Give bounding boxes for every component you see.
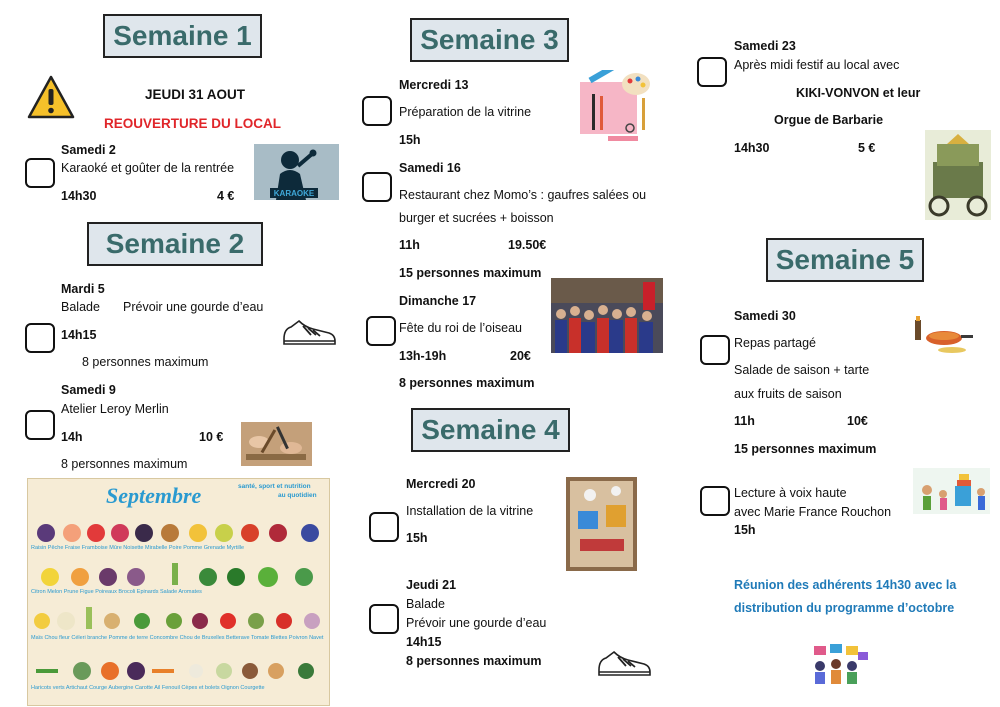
checkbox-balade-1[interactable] <box>25 323 55 353</box>
event-performer: KIKI-VONVON et leur <box>796 86 921 100</box>
event-time: 13h-19h <box>399 349 447 363</box>
checkbox-festif[interactable] <box>697 57 727 87</box>
event-desc: Balade <box>406 597 445 611</box>
shared-meal-icon <box>912 314 974 354</box>
checkbox-repas[interactable] <box>700 335 730 365</box>
craft-supplies-image <box>580 70 657 144</box>
event-time: 14h30 <box>734 141 770 155</box>
event-note: Prévoir une gourde d’eau <box>406 616 547 630</box>
karaoke-image-text: KARAOKE <box>273 189 315 198</box>
event-desc: burger et sucrées + boisson <box>399 211 554 225</box>
event-time: 15h <box>406 531 428 545</box>
event-capacity: 8 personnes maximum <box>82 355 209 369</box>
event-capacity: 15 personnes maximum <box>399 266 542 280</box>
event-day: Samedi 30 <box>734 309 796 323</box>
poster-row-labels: Haricots verts Artichaut Courge Aubergine Carotte Ail Fenouil Cèpes et bolets Oignon Courgette <box>31 685 265 691</box>
event-time: 14h <box>61 430 83 444</box>
event-day: Samedi 9 <box>61 383 116 397</box>
meeting-notice: distribution du programme d’octobre <box>734 601 955 615</box>
event-day: Dimanche 17 <box>399 294 477 308</box>
event-day: Mardi 5 <box>61 282 105 296</box>
shoe-icon <box>596 648 652 678</box>
week-3-title: Semaine 3 <box>410 18 569 62</box>
event-price: 5 € <box>858 141 876 155</box>
event-price: 10€ <box>847 414 868 428</box>
meeting-notice: Réunion des adhérents 14h30 avec la <box>734 578 957 592</box>
meeting-people-icon <box>810 642 872 686</box>
poster-row-labels: Raisin Pêche Fraise Framboise Mûre Noisette Mirabelle Poire Pomme Grenade Myrtille <box>31 545 245 551</box>
event-price: 4 € <box>217 189 235 203</box>
karaoke-image <box>254 144 339 200</box>
event-day: Mercredi 13 <box>399 78 469 92</box>
event-capacity: 15 personnes maximum <box>734 442 877 456</box>
poster-tagline: au quotidien <box>278 492 317 499</box>
checkbox-lecture[interactable] <box>700 486 730 516</box>
checkbox-karaoke[interactable] <box>25 158 55 188</box>
reading-aloud-image <box>913 468 990 514</box>
event-day: Samedi 23 <box>734 39 796 53</box>
checkbox-balade-2[interactable] <box>369 604 399 634</box>
event-day: Samedi 16 <box>399 161 461 175</box>
week-4-title: Semaine 4 <box>411 408 570 452</box>
week-2-title: Semaine 2 <box>87 222 263 266</box>
event-day: Jeudi 21 <box>406 578 457 592</box>
event-day: Samedi 2 <box>61 143 116 157</box>
event-desc: Balade <box>61 300 100 314</box>
poster-tagline: santé, sport et nutrition <box>238 483 311 490</box>
event-capacity: 8 personnes maximum <box>61 457 188 471</box>
shoe-icon <box>281 317 337 347</box>
event-time: 15h <box>734 523 756 537</box>
checkbox-restaurant[interactable] <box>362 172 392 202</box>
event-desc: Après midi festif au local avec <box>734 58 900 72</box>
poster-row-labels: Maïs Chou fleur Céleri branche Pomme de terre Concombre Chou de Bruxelles Betterave Tomate Blettes Poivron Navet <box>31 635 324 641</box>
warning-icon <box>27 74 75 120</box>
checkbox-vitrine-install[interactable] <box>369 512 399 542</box>
reopening-notice: REOUVERTURE DU LOCAL <box>104 116 282 131</box>
event-desc: Lecture à voix haute <box>734 486 847 500</box>
event-instrument: Orgue de Barbarie <box>774 113 884 127</box>
event-capacity: 8 personnes maximum <box>399 376 535 390</box>
poster-title: Septembre <box>106 483 202 508</box>
date-header: JEUDI 31 AOUT <box>145 87 246 102</box>
checkbox-leroy-merlin[interactable] <box>25 410 55 440</box>
event-time: 14h15 <box>61 328 97 342</box>
checkbox-roi-oiseau[interactable] <box>366 316 396 346</box>
event-day: Mercredi 20 <box>406 477 476 491</box>
event-price: 20€ <box>510 349 531 363</box>
shop-window-image <box>566 477 637 571</box>
week-5-title: Semaine 5 <box>766 238 924 282</box>
event-desc: aux fruits de saison <box>734 387 842 401</box>
event-capacity: 8 personnes maximum <box>406 654 542 668</box>
event-desc: Préparation de la vitrine <box>399 105 532 119</box>
event-time: 14h15 <box>406 635 442 649</box>
event-time: 15h <box>399 133 421 147</box>
event-desc: Atelier Leroy Merlin <box>61 402 169 416</box>
event-desc: Karaoké et goûter de la rentrée <box>61 161 235 175</box>
checkbox-vitrine-prep[interactable] <box>362 96 392 126</box>
workshop-image <box>241 422 312 466</box>
festival-crowd-image <box>551 278 663 353</box>
event-price: 19.50€ <box>508 238 547 252</box>
event-note: Prévoir une gourde d’eau <box>123 300 264 314</box>
event-price: 10 € <box>199 430 224 444</box>
poster-row-labels: Citron Melon Prune Figue Poireaux Brocoli Épinards Salade Aromates <box>31 589 202 595</box>
event-time: 11h <box>399 238 420 252</box>
event-desc: Installation de la vitrine <box>406 504 534 518</box>
event-desc: Salade de saison + tarte <box>734 363 870 377</box>
event-time: 14h30 <box>61 189 97 203</box>
event-desc: Repas partagé <box>734 336 817 350</box>
event-desc: Fête du roi de l’oiseau <box>399 321 522 335</box>
event-desc: avec Marie France Rouchon <box>734 505 892 519</box>
september-produce-poster <box>27 478 330 706</box>
event-time: 11h <box>734 414 755 428</box>
week-1-title: Semaine 1 <box>103 14 262 58</box>
event-desc: Restaurant chez Momo’s : gaufres salées ou <box>399 188 647 202</box>
barrel-organ-image <box>925 130 991 220</box>
